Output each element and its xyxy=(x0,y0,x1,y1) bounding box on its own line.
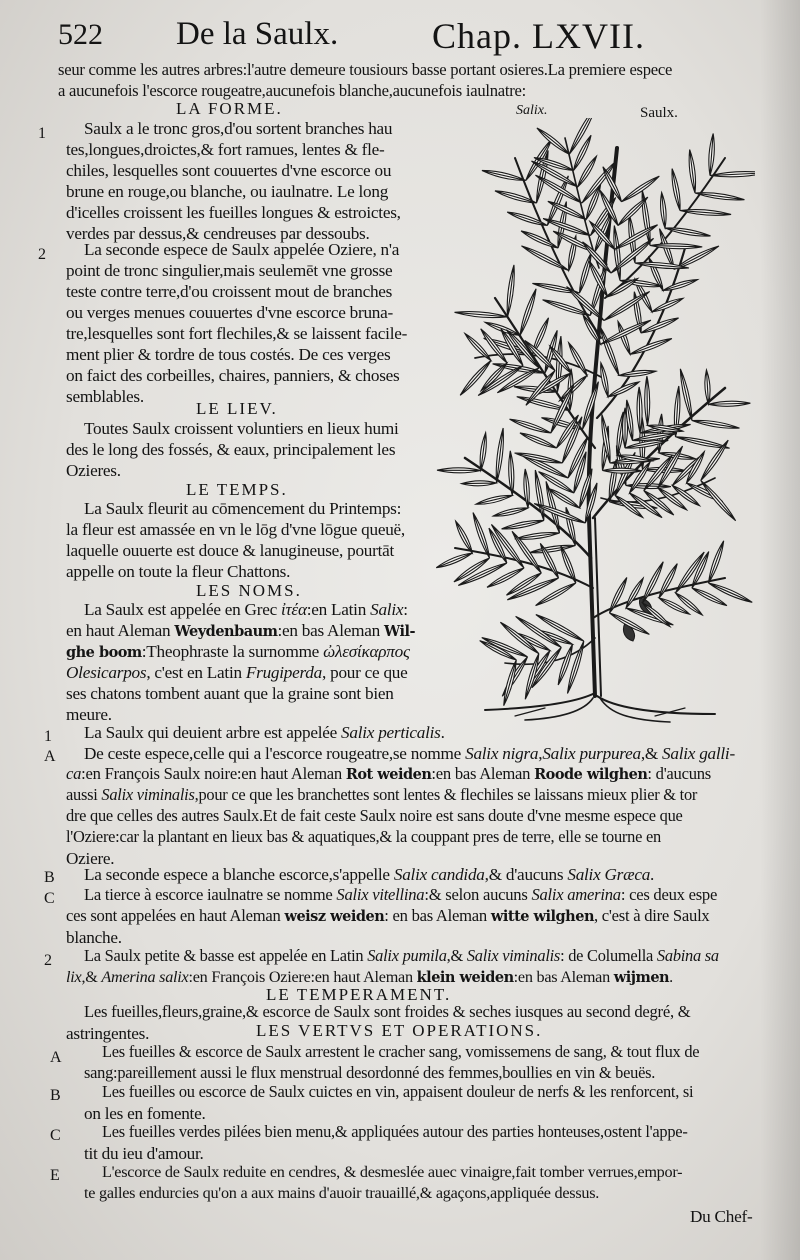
leaf-shape xyxy=(687,149,697,193)
leaf-shape xyxy=(612,225,623,280)
text-line: La Saulx fleurit au cōmencement du Printemps: xyxy=(84,499,402,518)
text-line: La Saulx qui deuient arbre est appelée Salix perticalis. xyxy=(84,723,445,742)
leaf-shape xyxy=(637,387,643,433)
text-line: tit du ieu d'amour. xyxy=(84,1144,204,1163)
leaf-shape xyxy=(505,265,516,317)
leaf-shape xyxy=(706,540,726,584)
text-line: d'icelles croissent les fueilles longues & estroictes, xyxy=(66,203,401,222)
text-line: tes,longues,droictes,& fort ramues, lentes & fle- xyxy=(66,140,385,159)
text-line: ca:en François Saulx noire:en haut Aleman Rot weiden:en bas Aleman Roode wilghen: d'aucuns xyxy=(66,764,712,783)
leaf-shape xyxy=(708,401,750,407)
text-line: Saulx a le tronc gros,d'ou sortent branches hau xyxy=(84,119,393,138)
margin-letter: E xyxy=(50,1167,60,1184)
leaf-shape xyxy=(708,133,716,175)
text-line: ghe boom:Theophraste la surnomme ὠλεσίκαρπος xyxy=(66,642,410,661)
text-line: point de tronc singulier,mais seulemēt vne grosse xyxy=(66,261,393,280)
willow-woodcut-illustration xyxy=(425,118,755,723)
text-line: des le long des fossés, & eaux, principalement les xyxy=(66,440,396,459)
margin-letter: A xyxy=(44,748,56,765)
leaf-shape xyxy=(670,168,683,211)
margin-letter: C xyxy=(50,1127,61,1144)
intro-line: a aucunefois l'escorce rougeatre,aucunefois blanche,aucunefois iaulnatre: xyxy=(58,81,527,100)
leaf-shape xyxy=(454,310,507,319)
text-line: en haut Aleman Weydenbaum:en bas Aleman Wil- xyxy=(66,621,416,640)
text-line: ces sont appelées en haut Aleman weisz weiden: en bas Aleman witte wilghen, c'est à dire Saulx xyxy=(66,906,710,925)
leaf-shape xyxy=(501,659,518,706)
leaf-shape xyxy=(704,370,711,405)
section-heading-temps: LE TEMPS. xyxy=(186,480,288,499)
leaf-shape xyxy=(620,174,661,204)
leaf-shape xyxy=(475,493,513,507)
figure-label-latin: Salix. xyxy=(516,103,548,118)
section-heading-noms: LES NOMS. xyxy=(196,581,302,600)
text-line: La tierce à escorce iaulnatre se nomme Salix vitellina:& selon aucuns Salix amerina: ces deux espe xyxy=(84,885,718,904)
text-line: chiles, lesquelles sont couuertes d'vne escorce ou xyxy=(66,161,392,180)
page-number: 522 xyxy=(58,18,103,51)
text-line: teste contre terre,d'ou croissent mout de branches xyxy=(66,282,393,301)
text-line: L'escorce de Saulx reduite en cendres, & desmeslée auec vinaigre,fait tomber verrues,empor- xyxy=(102,1163,683,1181)
text-line: lix,& Amerina salix:en François Oziere:en haut Aleman klein weiden:en bas Aleman wijmen. xyxy=(66,968,673,986)
text-line: semblables. xyxy=(66,387,144,406)
text-line: meure. xyxy=(66,705,112,724)
text-line: l'Oziere:car la plantant en lieux bas & aquatiques,& la couppant pres de terre, elle se tourne en xyxy=(66,827,661,846)
margin-letter: B xyxy=(44,869,55,886)
catchword: Du Chef- xyxy=(690,1207,753,1226)
margin-number: 2 xyxy=(38,246,46,263)
leaf-shape xyxy=(461,481,496,487)
leaf-shape xyxy=(619,369,657,378)
figure-label-french: Saulx. xyxy=(640,105,678,121)
leaf-shape xyxy=(523,469,531,508)
leaf-shape xyxy=(699,479,738,523)
leaf-shape xyxy=(678,368,695,421)
text-line: brune en rouge,ou blanche, ou iaulnatre. Le long xyxy=(66,182,389,201)
text-line: Les fueilles,fleurs,graine,& escorce de Saulx sont froides & seches iusques au second degré, & xyxy=(84,1002,691,1021)
margin-number: 1 xyxy=(44,728,52,745)
text-line: astringentes. xyxy=(66,1024,150,1043)
chapter-title: Chap. LXVII. xyxy=(432,16,645,56)
leaf-shape xyxy=(640,561,665,604)
leaf-shape xyxy=(478,432,488,470)
text-line: dre que celles des autres Saulx.Et de fait ceste Saulx noire est sans doute d'vne mesme espece que xyxy=(66,806,683,825)
leaf-shape xyxy=(577,252,593,294)
leaf-shape xyxy=(506,210,548,228)
text-line: La seconde espece a blanche escorce,s'appelle Salix candida,& d'aucuns Salix Græca. xyxy=(84,865,655,884)
text-line: La Saulx est appelée en Grec ἰτέα:en Latin Salix: xyxy=(84,600,408,619)
text-line: blanche. xyxy=(66,928,122,947)
leaf-shape xyxy=(558,545,578,584)
text-line: aussi Salix viminalis,pour ce que les branchettes sont lentes & flechiles se laissans mieux plier & tor xyxy=(66,785,698,804)
section-heading-forme: LA FORME. xyxy=(176,99,283,118)
leaf-shape xyxy=(493,506,529,519)
leaf-shape xyxy=(520,244,570,273)
leaf-shape xyxy=(529,543,576,555)
leaf-shape xyxy=(695,191,745,203)
text-line: on faict des corbeilles, chaires, panniers, & choses xyxy=(66,366,400,385)
leaf-shape xyxy=(659,192,667,228)
text-line: La Saulx petite & basse est appelée en Latin Salix pumila,& Salix viminalis: de Columella Sabina sa xyxy=(84,946,719,965)
text-line: laquelle ouuerte est douce & lanugineuse, pourtāt xyxy=(66,541,395,560)
text-line: Les fueilles verdes pilées bien menu,& appliquées autour des parties honteuses,ostent l'appe- xyxy=(102,1122,688,1141)
intro-line: seur comme les autres arbres:l'autre demeure tousiours basse portant osieres.La premiere espece xyxy=(58,60,673,79)
leaf-shape xyxy=(692,418,740,431)
text-line: te galles endurcies qu'on a aux mains d'auoir trauaillé,& agaçons,appliquée dessus. xyxy=(84,1184,600,1202)
text-line: Oziere. xyxy=(66,849,115,868)
margin-letter: C xyxy=(44,890,55,907)
page-edge-shadow xyxy=(760,0,800,1260)
leaf-shape xyxy=(598,362,610,397)
text-line: De ceste espece,celle qui a l'escorce rougeatre,se nomme Salix nigra,Salix purpurea,& Salix galli- xyxy=(84,744,735,763)
leaf-shape xyxy=(501,518,544,531)
text-line: ou verges menues couuertes d'vne escorce bruna- xyxy=(66,303,394,322)
leaf-shape xyxy=(613,223,659,252)
leaf-shape xyxy=(514,531,559,542)
text-line: appelle on toute la fleur Chattons. xyxy=(66,562,291,581)
leaf-shape xyxy=(565,640,586,694)
margin-number: 2 xyxy=(44,952,52,969)
text-line: Les fueilles & escorce de Saulx arrestent le cracher sang, vomissemens de sang, & tout flux de xyxy=(102,1042,700,1061)
text-line: tre,lesquelles sont fort flechiles,& se laissent facile- xyxy=(66,324,408,343)
text-line: ment plier & tordre de tous costés. De ces verges xyxy=(66,345,391,364)
text-line: Ozieres. xyxy=(66,461,121,480)
text-line: la fleur est amassée en vn le lōg d'vne lōgue queuë, xyxy=(66,520,405,539)
text-line: on les en fomente. xyxy=(84,1104,206,1123)
text-line: verdes par dessus,& cendreuses par dessoubs. xyxy=(66,224,370,243)
leaf-shape xyxy=(680,208,731,217)
leaf-shape xyxy=(437,468,481,473)
text-line: Les fueilles ou escorce de Saulx cuictes en vin, appaisent douleur de nerfs & les renforcent, si xyxy=(102,1082,694,1101)
leaf-shape xyxy=(607,380,640,399)
text-line: ses chatons tombent auant que la graine sont bien xyxy=(66,684,394,703)
section-heading-lieu: LE LIEV. xyxy=(196,399,278,418)
text-line: Toutes Saulx croissent voluntiers en lieux humi xyxy=(84,419,399,438)
leaf-shape xyxy=(435,551,473,570)
margin-letter: B xyxy=(50,1087,61,1104)
leaf-shape xyxy=(518,288,539,336)
text-line: Olesicarpos, c'est en Latin Frugiperda, pour ce que xyxy=(66,663,408,682)
leaf-shape xyxy=(644,376,650,425)
leaf-shape xyxy=(662,277,698,293)
margin-number: 1 xyxy=(38,125,46,142)
section-heading-vertus: LES VERTVS ET OPERATIONS. xyxy=(256,1021,543,1040)
leaf-shape xyxy=(494,428,506,484)
text-line: La seconde espece de Saulx appelée Oziere, n'a xyxy=(84,240,400,259)
leaf-shape xyxy=(519,431,557,451)
margin-letter: A xyxy=(50,1049,62,1066)
running-title: De la Saulx. xyxy=(176,16,339,52)
text-line: sang:pareillement aussi le flux menstrual desordonné des femmes,boullies en vin & beuës. xyxy=(84,1063,656,1082)
section-heading-temperament: LE TEMPERAMENT. xyxy=(266,985,452,1004)
